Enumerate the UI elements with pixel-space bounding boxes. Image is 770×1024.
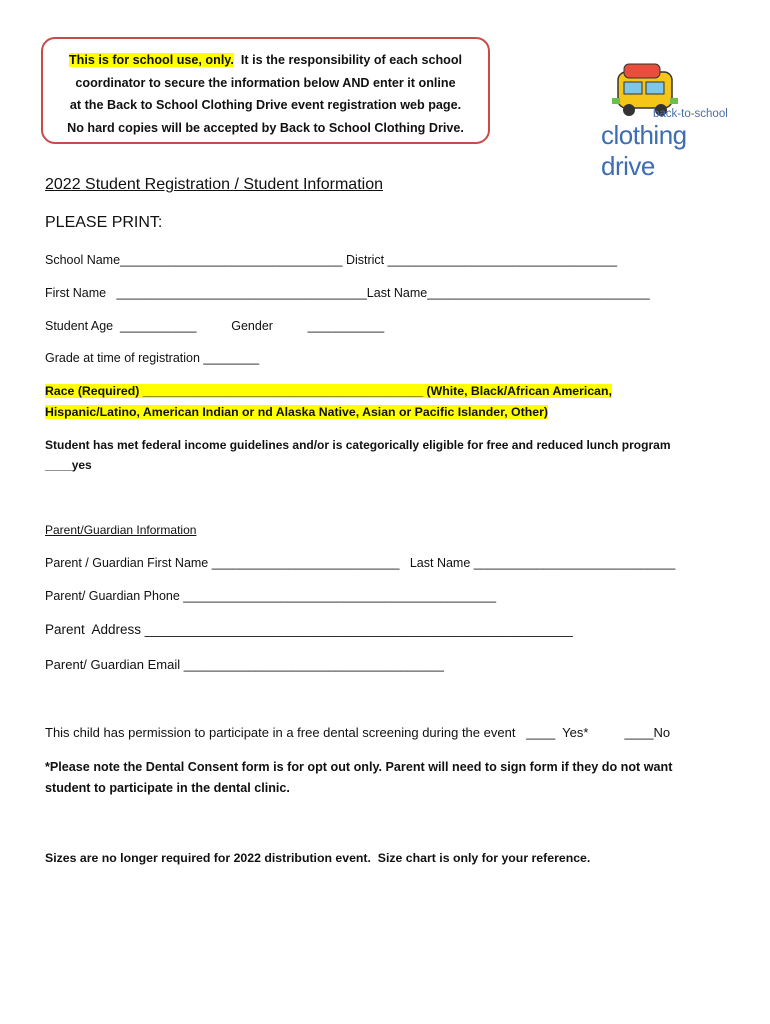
race-line-2: Hispanic/Latino, American Indian or nd Alaska Native, Asian or Pacific Islander, Other) (45, 405, 548, 419)
race-field[interactable] (45, 384, 612, 398)
clothing-drive-logo (598, 62, 738, 181)
form-title: 2022 Student Registration / Student Information (45, 176, 383, 193)
notice-highlight: This is for school use, only. (68, 53, 234, 67)
grade-field[interactable]: Grade at time of registration ________ (45, 351, 260, 365)
logo-brand: clothing drive (601, 120, 687, 181)
school-district-field[interactable]: School Name________________________________ District _________________________________ (45, 253, 618, 267)
parent-heading: Parent/Guardian Information (45, 523, 197, 537)
parent-address-field[interactable]: Parent Address _________________________________________________________ (45, 622, 573, 637)
race-line-1: Race (Required) _________________________________________ (White, Black/African American, (45, 384, 612, 398)
logo-tagline: back-to-school (653, 108, 728, 120)
please-print-label: PLEASE PRINT: (45, 214, 163, 231)
sizes-note: Sizes are no longer required for 2022 distribution event. Size chart is only for your reference. (45, 851, 591, 865)
income-yes-field[interactable]: ____yes (45, 458, 92, 472)
dental-note-line1: *Please note the Dental Consent form is for opt out only. Parent will need to sign form if they do not want (45, 760, 673, 774)
dental-permission-field[interactable]: This child has permission to participate in a free dental screening during the event ____ Yes* ____No (45, 725, 671, 740)
race-options (45, 405, 548, 419)
income-eligibility-text: Student has met federal income guidelines and/or is categorically eligible for free and reduced lunch program (45, 438, 671, 452)
dental-note-line2: student to participate in the dental clinic. (45, 781, 290, 795)
notice-line2: coordinator to secure the information below AND enter it online (75, 75, 456, 90)
age-gender-field[interactable]: Student Age ___________ Gender ___________ (45, 319, 385, 333)
student-name-field[interactable]: First Name ____________________________________Last Name________________________________ (45, 286, 650, 300)
notice-line4: No hard copies will be accepted by Back to School Clothing Drive. (67, 120, 464, 135)
parent-name-field[interactable]: Parent / Guardian First Name ___________________________ Last Name _____________________________ (45, 556, 676, 570)
parent-email-field[interactable]: Parent/ Guardian Email ____________________________________ (45, 657, 445, 672)
school-use-notice (41, 37, 490, 144)
parent-phone-field[interactable]: Parent/ Guardian Phone _____________________________________________ (45, 589, 497, 603)
notice-line1: It is the responsibility of each school (233, 53, 463, 67)
notice-line3: at the Back to School Clothing Drive event registration web page. (69, 98, 462, 112)
